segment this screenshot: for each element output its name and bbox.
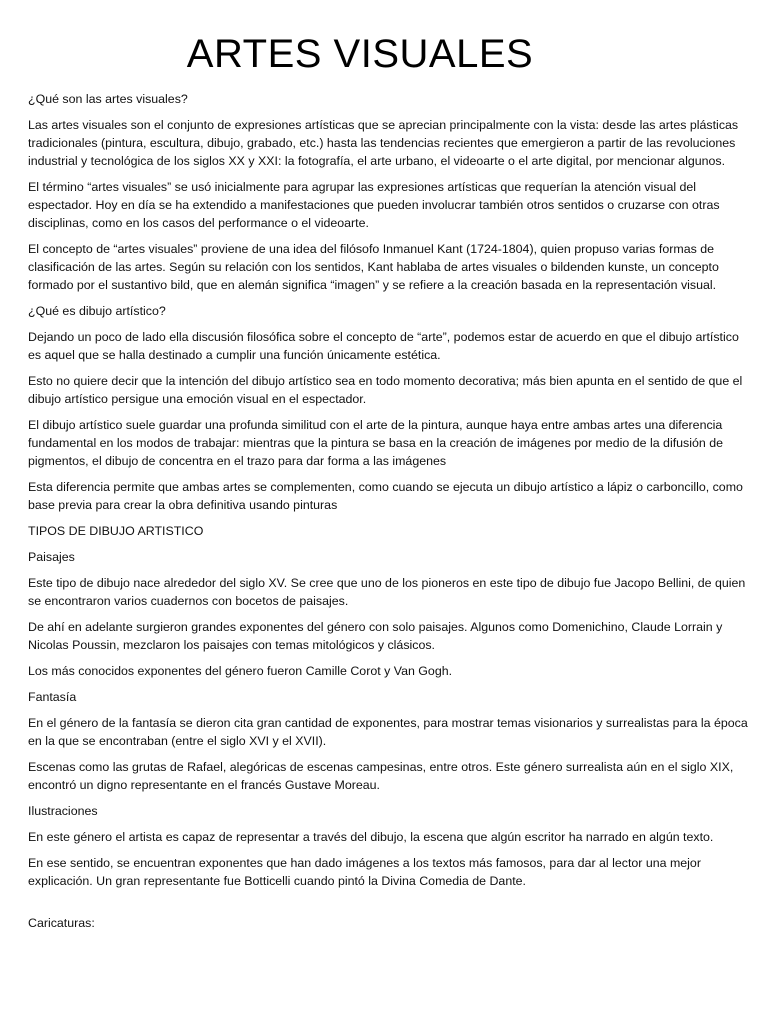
section-heading: TIPOS DE DIBUJO ARTISTICO <box>28 524 204 538</box>
paragraph: Escenas como las grutas de Rafael, alegóricas de escenas campesinas, entre otros. Este género surrealista aún en el siglo XIX, encontró un digno representante en el francés Gustave Moreau. <box>28 760 734 792</box>
document-title: ARTES VISUALES <box>186 32 534 76</box>
question-heading: ¿Qué son las artes visuales? <box>28 92 188 106</box>
paragraph: En este género el artista es capaz de representar a través del dibujo, la escena que algún escritor ha narrado en algún texto. <box>28 830 714 844</box>
paragraph: Los más conocidos exponentes del género fueron Camille Corot y Van Gogh. <box>28 664 453 678</box>
paragraph: De ahí en adelante surgieron grandes exponentes del género con solo paisajes. Algunos como Domenichino, Claude Lorrain y Nicolas Poussin, mezclaron los paisajes con temas mitológicos y clásicos. <box>28 620 723 652</box>
paragraph: Dejando un poco de lado ella discusión filosófica sobre el concepto de “arte”, podemos estar de acuerdo en que el dibujo artístico es aquel que se halla destinado a cumplir una función únicamente estética. <box>28 330 739 362</box>
paragraph: El término “artes visuales” se usó inicialmente para agrupar las expresiones artísticas que requerían la atención visual del espectador. Hoy en día se ha extendido a manifestaciones que pueden involucrar también otros sentidos o cruzarse con otras disciplinas, como en los casos del performance o el videoarte. <box>28 180 720 230</box>
paragraph: Las artes visuales son el conjunto de expresiones artísticas que se aprecian principalmente con la vista: desde las artes plásticas tradicionales (pintura, escultura, dibujo, grabado, etc.) hasta las tendencias recientes que emergieron a partir de las revoluciones industrial y tecnológica de los siglos XX y XXI: la fotografía, el arte urbano, el videoarte o el arte digital, por mencionar algunos. <box>28 118 739 168</box>
subsection-heading: Ilustraciones <box>28 804 98 818</box>
paragraph: Esto no quiere decir que la intención del dibujo artístico sea en todo momento decorativa; más bien apunta en el sentido de que el dibujo artístico persigue una emoción visual en el espectador. <box>28 374 743 406</box>
paragraph: Esta diferencia permite que ambas artes se complementen, como cuando se ejecuta un dibujo artístico a lápiz o carboncillo, como base previa para crear la obra definitiva usando pinturas <box>28 480 743 512</box>
subsection-heading: Paisajes <box>28 550 75 564</box>
document-body <box>28 90 750 940</box>
question-heading: ¿Qué es dibujo artístico? <box>28 304 166 318</box>
paragraph: Este tipo de dibujo nace alrededor del siglo XV. Se cree que uno de los pioneros en este tipo de dibujo fue Jacopo Bellini, de quien se encontraron varios cuadernos con bocetos de paisajes. <box>28 576 746 608</box>
paragraph: El concepto de “artes visuales” proviene de una idea del filósofo Inmanuel Kant (1724-1804), quien propuso varias formas de clasificación de las artes. Según su relación con los sentidos, Kant hablaba de artes visuales o bildenden kunste, un concepto formado por el sustantivo bild, que en alemán significa “imagen” y se refiere a la creación basada en la representación visual. <box>28 242 719 292</box>
paragraph: El dibujo artístico suele guardar una profunda similitud con el arte de la pintura, aunque haya entre ambas artes una diferencia fundamental en los modos de trabajar: mientras que la pintura se basa en la creación de imágenes por medio de la difusión de pigmentos, el dibujo de concentra en el trazo para dar forma a las imágenes <box>28 418 723 468</box>
subsection-heading: Caricaturas: <box>28 916 95 930</box>
paragraph: En ese sentido, se encuentran exponentes que han dado imágenes a los textos más famosos, para dar al lector una mejor explicación. Un gran representante fue Botticelli cuando pintó la Divina Comedia de Dante. <box>28 856 701 888</box>
paragraph: En el género de la fantasía se dieron cita gran cantidad de exponentes, para mostrar temas visionarios y surrealistas para la época en la que se encontraban (entre el siglo XVI y el XVII). <box>28 716 748 748</box>
subsection-heading: Fantasía <box>28 690 77 704</box>
